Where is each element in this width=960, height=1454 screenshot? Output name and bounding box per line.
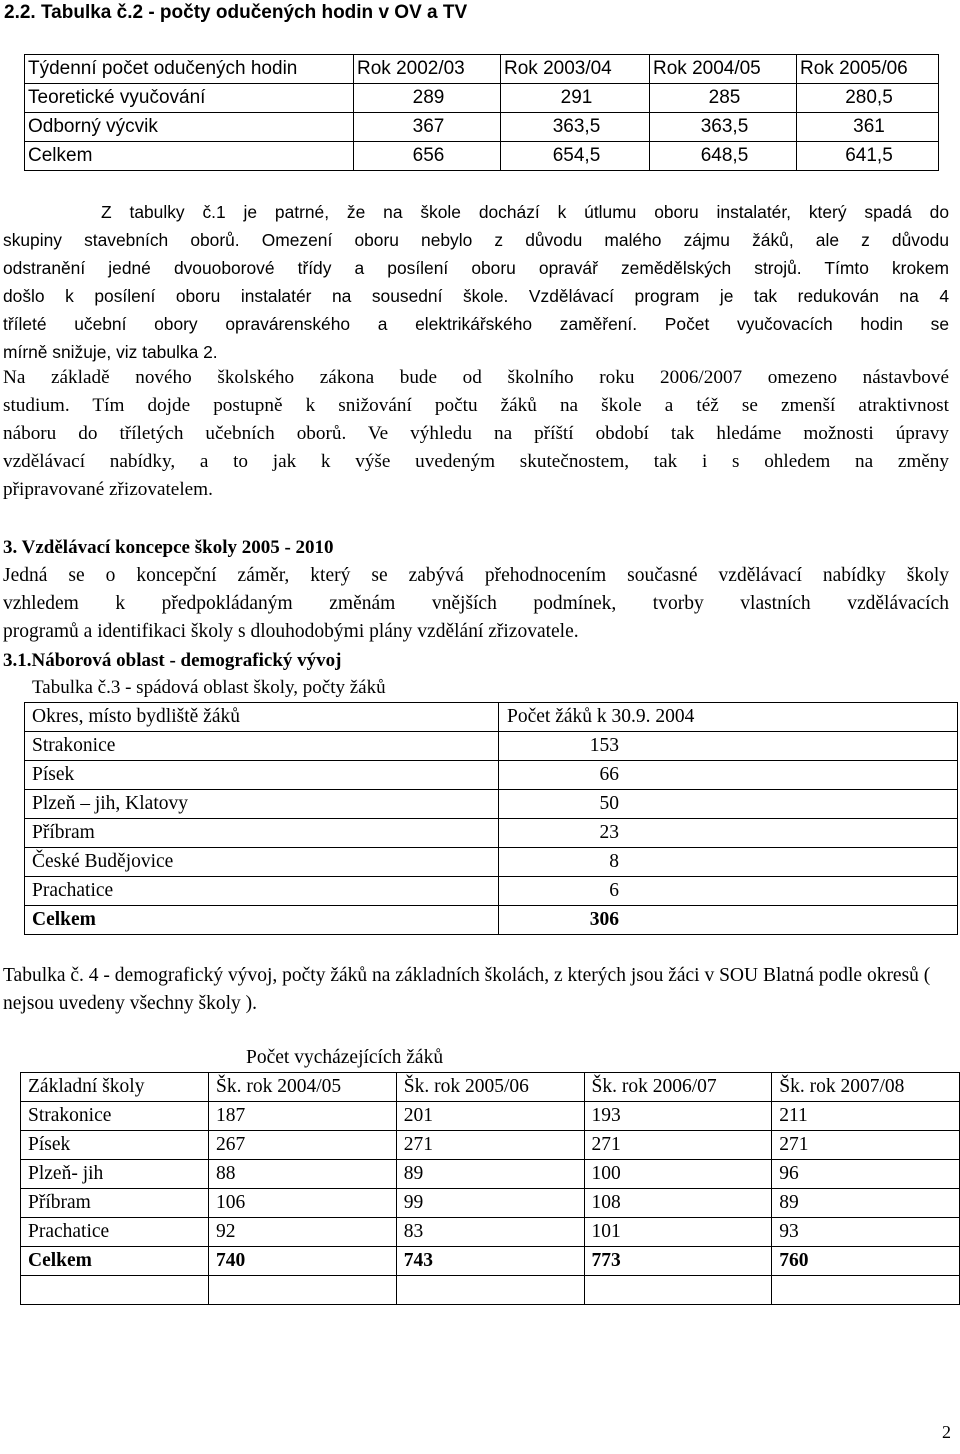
table-row [25, 84, 939, 113]
table-cell: 99 [396, 1189, 584, 1218]
paragraph-line: náboru do tříletých učebních oborů. Ve výhledu na příští období tak hledáme možnosti úpravy [3, 423, 949, 444]
table-cell: 89 [772, 1189, 960, 1218]
table-cell [772, 1276, 960, 1305]
table-cell [499, 819, 958, 848]
table-cell: Strakonice [25, 732, 499, 761]
table-cell: Celkem [25, 906, 499, 935]
student-count: 50 [599, 793, 619, 814]
paragraph-line: studium. Tím dojde postupně k snižování počtu žáků na škole a též se zmenší atraktivnost [3, 395, 949, 416]
table-cell: 654,5 [501, 142, 650, 171]
table-cell: 83 [396, 1218, 584, 1247]
paragraph-line: připravované zřizovatelem. [3, 479, 213, 500]
table-demographic-trend [20, 1072, 960, 1305]
paragraph-line: skupiny stavebních oborů. Omezení oboru nebylo z důvodu malého zájmu žáků, ale z důvodu [3, 230, 949, 250]
table-cell: 285 [650, 84, 797, 113]
table-cell [499, 848, 958, 877]
paragraph-line: tříleté učební obory opravárenského a elektrikářského zaměření. Počet vyučovacích hodin se [3, 314, 949, 334]
table-cell [499, 790, 958, 819]
table-cell: 108 [584, 1189, 772, 1218]
table-cell [396, 1276, 584, 1305]
table-cell: 641,5 [797, 142, 939, 171]
table-cell: České Budějovice [25, 848, 499, 877]
table-row [21, 1218, 960, 1247]
table-cell: Příbram [21, 1189, 209, 1218]
table-header-cell: Rok 2005/06 [797, 55, 939, 84]
table-cell [21, 1276, 209, 1305]
table-row [21, 1189, 960, 1218]
section-heading-concept: 3. Vzdělávací koncepce školy 2005 - 2010 [3, 537, 334, 558]
table-cell [499, 906, 958, 935]
table-empty-row [21, 1276, 960, 1305]
table-header-row [21, 1073, 960, 1102]
table-cell: 773 [584, 1247, 772, 1276]
table-header-cell: Rok 2003/04 [501, 55, 650, 84]
table-cell: 760 [772, 1247, 960, 1276]
table-cell: 361 [797, 113, 939, 142]
table4-subcaption: Počet vycházejících žáků [246, 1047, 444, 1068]
table-cell: Plzeň – jih, Klatovy [25, 790, 499, 819]
paragraph-line: Jedná se o koncepční záměr, který se zabývá přehodnocením současné vzdělávací nabídky školy [3, 565, 949, 586]
table-cell: 367 [354, 113, 501, 142]
table-cell: 92 [209, 1218, 397, 1247]
table-row [25, 848, 958, 877]
table-cell: Prachatice [21, 1218, 209, 1247]
paragraph-line: mírně snižuje, viz tabulka 2. [3, 342, 218, 362]
table-total-row [21, 1247, 960, 1276]
table3-caption: Tabulka č.3 - spádová oblast školy, počty žáků [32, 677, 386, 698]
table-cell: 193 [584, 1102, 772, 1131]
table-header-cell: Rok 2002/03 [354, 55, 501, 84]
paragraph-line: vzhledem k předpokládaným změnám vnějších podmínek, tvorby vlastních vzdělávacích [3, 593, 949, 614]
paragraph-line: programů a identifikaci školy s dlouhodobými plány vzdělání zřizovatele. [3, 621, 579, 642]
table-cell: 740 [209, 1247, 397, 1276]
table-cell: 267 [209, 1131, 397, 1160]
table-row [25, 819, 958, 848]
table-cell: Prachatice [25, 877, 499, 906]
table-cell: 211 [772, 1102, 960, 1131]
table-row [25, 142, 939, 171]
table-row [21, 1160, 960, 1189]
table-header-row [25, 55, 939, 84]
table-cell [209, 1276, 397, 1305]
table-cell: 280,5 [797, 84, 939, 113]
table-cell: Plzeň- jih [21, 1160, 209, 1189]
table-header-cell: Okres, místo bydliště žáků [25, 703, 499, 732]
table-cell: Příbram [25, 819, 499, 848]
table-row [21, 1131, 960, 1160]
table4-caption: Tabulka č. 4 - demografický vývoj, počty žáků na základních školách, z kterých jsou žáci v SOU Blatná podle okresů ( nejsou uvedeny všechny školy ). [3, 965, 931, 1014]
table-cell: 93 [772, 1218, 960, 1247]
table-header-cell: Šk. rok 2007/08 [772, 1073, 960, 1102]
table-header-cell: Počet žáků k 30.9. 2004 [499, 703, 958, 732]
table-cell: 96 [772, 1160, 960, 1189]
student-count: 153 [589, 735, 619, 756]
table-cell: 271 [396, 1131, 584, 1160]
table-row [25, 761, 958, 790]
table-cell: Strakonice [21, 1102, 209, 1131]
table-header-cell: Týdenní počet odučených hodin [25, 55, 354, 84]
student-count: 66 [599, 764, 619, 785]
student-count: 23 [599, 822, 619, 843]
table-cell: Odborný výcvik [25, 113, 354, 142]
table-cell: 271 [772, 1131, 960, 1160]
table-total-row [25, 906, 958, 935]
section-heading-table2: 2.2. Tabulka č.2 - počty odučených hodin v OV a TV [4, 2, 468, 23]
table-cell [499, 732, 958, 761]
table-header-cell: Šk. rok 2006/07 [584, 1073, 772, 1102]
section-heading-recruitment: 3.1.Náborová oblast - demografický vývoj [3, 650, 342, 671]
table-header-cell: Šk. rok 2004/05 [209, 1073, 397, 1102]
table-cell: 363,5 [650, 113, 797, 142]
table-cell: 106 [209, 1189, 397, 1218]
table-header-row [25, 703, 958, 732]
table-cell: 187 [209, 1102, 397, 1131]
paragraph-line: odstranění jedné dvouoborové třídy a posílení oboru opravář zemědělských strojů. Tímto krokem [3, 258, 949, 278]
paragraph-line: vzdělávací nabídky, a to jak k výše uvedeným skutečnostem, tak i s ohledem na změny [3, 451, 949, 472]
table-row [25, 877, 958, 906]
student-count: 6 [609, 880, 619, 901]
paragraph-line: Z tabulky č.1 je patrné, že na škole dochází k útlumu oboru instalatér, který spadá do [101, 202, 949, 222]
table-cell: 89 [396, 1160, 584, 1189]
table-cell: 100 [584, 1160, 772, 1189]
paragraph-concept [3, 562, 949, 646]
table-cell: 363,5 [501, 113, 650, 142]
table-header-cell: Rok 2004/05 [650, 55, 797, 84]
table-cell [499, 761, 958, 790]
table-row [25, 732, 958, 761]
table-row [21, 1102, 960, 1131]
paragraph-line: došlo k posílení oboru instalatér na sousední škole. Vzdělávací program je tak redukován na 4 [3, 286, 949, 306]
table-cell: 201 [396, 1102, 584, 1131]
table-cell: 648,5 [650, 142, 797, 171]
table-cell: Písek [25, 761, 499, 790]
table-header-cell: Základní školy [21, 1073, 209, 1102]
student-count: 306 [589, 909, 619, 930]
table-cell [584, 1276, 772, 1305]
table-teaching-hours [24, 54, 939, 171]
table-cell: 743 [396, 1247, 584, 1276]
paragraph-line: Na základě nového školského zákona bude od školního roku 2006/2007 omezeno nástavbové [3, 367, 949, 388]
table-cell: Celkem [21, 1247, 209, 1276]
paragraph-installer-decline [3, 198, 949, 366]
table-cell: Písek [21, 1131, 209, 1160]
table-header-cell: Šk. rok 2005/06 [396, 1073, 584, 1102]
table-cell: 291 [501, 84, 650, 113]
table-cell: 88 [209, 1160, 397, 1189]
table-cell [499, 877, 958, 906]
table-row [25, 113, 939, 142]
table-cell: Celkem [25, 142, 354, 171]
table-cell: Teoretické vyučování [25, 84, 354, 113]
table-cell: 101 [584, 1218, 772, 1247]
table-cell: 289 [354, 84, 501, 113]
page-number: 2 [942, 1422, 951, 1442]
table-cell: 271 [584, 1131, 772, 1160]
table-cell: 656 [354, 142, 501, 171]
table-catchment-area [24, 702, 958, 935]
paragraph-school-law [3, 364, 949, 504]
student-count: 8 [609, 851, 619, 872]
table-row [25, 790, 958, 819]
